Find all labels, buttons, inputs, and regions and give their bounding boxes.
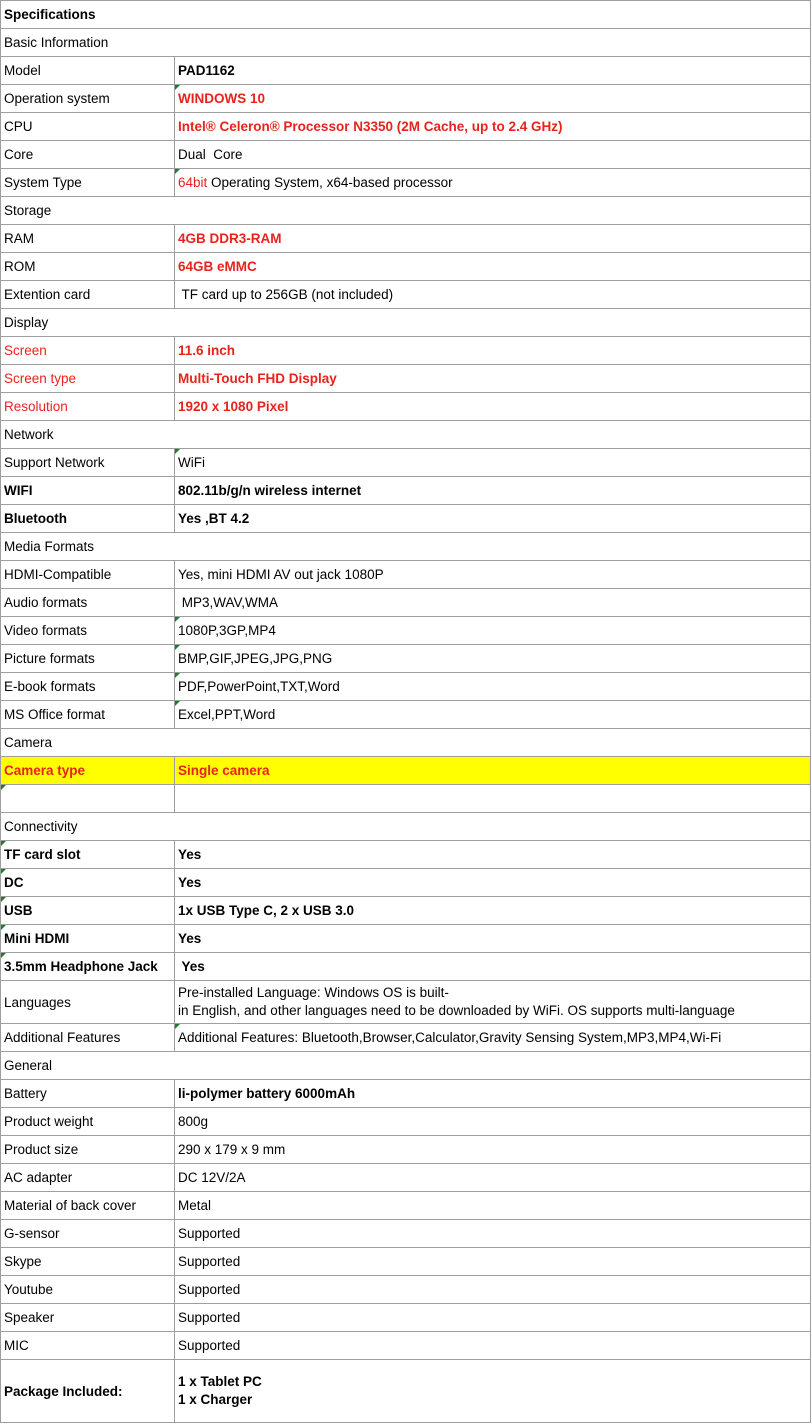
spec-label: Battery <box>0 1080 174 1107</box>
spec-value-text: Multi-Touch FHD Display <box>178 371 337 386</box>
spec-value <box>174 449 811 476</box>
spec-value <box>174 253 811 280</box>
spec-value <box>174 477 811 504</box>
spec-value <box>174 841 811 868</box>
spec-value-text: Yes, mini HDMI AV out jack 1080P <box>178 567 384 582</box>
spec-label: Screen type <box>0 365 174 392</box>
spec-value <box>174 85 811 112</box>
spec-value <box>174 1024 811 1051</box>
spec-value <box>174 505 811 532</box>
spec-value <box>174 1164 811 1191</box>
spec-label: Material of back cover <box>0 1192 174 1219</box>
spec-label: Speaker <box>0 1304 174 1331</box>
spec-row <box>0 1219 811 1247</box>
section-header-row <box>0 28 811 56</box>
spec-row <box>0 280 811 308</box>
spec-row <box>0 392 811 420</box>
spec-label: E-book formats <box>0 673 174 700</box>
spec-label: HDMI-Compatible <box>0 561 174 588</box>
spec-value <box>174 365 811 392</box>
spec-value-text: DC 12V/2A <box>178 1170 246 1185</box>
spec-label: Languages <box>0 981 174 1023</box>
spec-value-line: in English, and other languages need to be downloaded by WiFi. OS supports multi-language <box>178 1003 735 1018</box>
spec-row <box>0 1163 811 1191</box>
section-header: Network <box>0 421 811 448</box>
spec-value-text: li-polymer battery 6000mAh <box>178 1086 356 1101</box>
spec-value-text: 800g <box>178 1114 209 1129</box>
spec-row <box>0 560 811 588</box>
spec-row <box>0 840 811 868</box>
spec-row <box>0 924 811 952</box>
spec-value <box>174 953 811 980</box>
spec-value-text: Supported <box>178 1282 241 1297</box>
spec-label <box>0 785 174 812</box>
spec-value <box>174 281 811 308</box>
spec-row <box>0 952 811 980</box>
spec-value-text: MP3,WAV,WMA <box>178 595 279 610</box>
cell-note-marker-icon <box>1 953 6 958</box>
spec-value-text: Dual Core <box>178 147 243 162</box>
spec-value <box>174 1192 811 1219</box>
section-header: Media Formats <box>0 533 811 560</box>
spec-value-text: WiFi <box>178 455 205 470</box>
spec-value-text: Intel® Celeron® Processor N3350 (2M Cache, up to 2.4 GHz) <box>178 119 563 134</box>
spec-label: Mini HDMI <box>0 925 174 952</box>
cell-note-marker-icon <box>175 449 180 454</box>
section-header-row <box>0 1051 811 1079</box>
cell-note-marker-icon <box>175 169 180 174</box>
spec-value <box>174 617 811 644</box>
spec-label: Extention card <box>0 281 174 308</box>
spec-value-text: Yes <box>178 931 202 946</box>
spec-row <box>0 588 811 616</box>
spec-row <box>0 224 811 252</box>
spec-value <box>174 981 811 1023</box>
spec-value <box>174 225 811 252</box>
spec-label: Youtube <box>0 1276 174 1303</box>
spec-label: USB <box>0 897 174 924</box>
spec-value-text: 802.11b/g/n wireless internet <box>178 483 362 498</box>
spec-label: Picture formats <box>0 645 174 672</box>
spec-value-text: Metal <box>178 1198 212 1213</box>
spec-value <box>174 57 811 84</box>
spec-row <box>0 364 811 392</box>
spec-value-text: Supported <box>178 1254 241 1269</box>
spec-label: 3.5mm Headphone Jack <box>0 953 174 980</box>
spec-label: Operation system <box>0 85 174 112</box>
cell-note-marker-icon <box>1 925 6 930</box>
spec-label: Screen <box>0 337 174 364</box>
section-header-row <box>0 420 811 448</box>
spec-value <box>174 589 811 616</box>
spec-row <box>0 1023 811 1051</box>
spec-row <box>0 784 811 812</box>
spec-label: G-sensor <box>0 1220 174 1247</box>
spec-row <box>0 84 811 112</box>
spec-row <box>0 644 811 672</box>
spec-value <box>174 757 811 784</box>
spec-value-text: PAD1162 <box>178 63 235 78</box>
spec-row <box>0 700 811 728</box>
spec-value <box>174 925 811 952</box>
spec-value <box>174 1248 811 1275</box>
spec-label: Additional Features <box>0 1024 174 1051</box>
spec-value <box>174 1136 811 1163</box>
table-title-row <box>0 0 811 28</box>
spec-label: Product size <box>0 1136 174 1163</box>
spec-value-text: Supported <box>178 1226 241 1241</box>
spec-label: RAM <box>0 225 174 252</box>
spec-value-text: 64GB eMMC <box>178 259 257 274</box>
spec-value-text: Yes <box>178 875 202 890</box>
cell-note-marker-icon <box>175 673 180 678</box>
spec-row <box>0 1191 811 1219</box>
spec-row <box>0 1303 811 1331</box>
spec-row <box>0 168 811 196</box>
spec-row <box>0 756 811 784</box>
spec-row <box>0 672 811 700</box>
spec-label: AC adapter <box>0 1164 174 1191</box>
spec-value-line: Pre-installed Language: Windows OS is built- <box>178 985 449 1000</box>
spec-label: Skype <box>0 1248 174 1275</box>
spec-value-text: Supported <box>178 1338 241 1353</box>
section-header: Storage <box>0 197 811 224</box>
cell-note-marker-icon <box>175 85 180 90</box>
section-header: Basic Information <box>0 29 811 56</box>
spec-label: CPU <box>0 113 174 140</box>
spec-value-text: 4GB DDR3-RAM <box>178 231 282 246</box>
spec-value <box>174 141 811 168</box>
spec-row <box>0 140 811 168</box>
spec-label: Package Included: <box>0 1360 174 1422</box>
spec-value-text: Yes ,BT 4.2 <box>178 511 250 526</box>
spec-value-text: WINDOWS 10 <box>178 91 266 106</box>
cell-note-marker-icon <box>1 897 6 902</box>
spec-value-line: 1 x Tablet PC <box>178 1374 262 1389</box>
cell-note-marker-icon <box>175 617 180 622</box>
cell-note-marker-icon <box>175 701 180 706</box>
spec-value <box>174 1332 811 1359</box>
spec-value-text: BMP,GIF,JPEG,JPG,PNG <box>178 651 333 666</box>
section-header: Connectivity <box>0 813 811 840</box>
section-header-row <box>0 308 811 336</box>
spec-label: Core <box>0 141 174 168</box>
spec-value-text: 1080P,3GP,MP4 <box>178 623 276 638</box>
spec-value-text: Additional Features: Bluetooth,Browser,Calculator,Gravity Sensing System,MP3,MP4,Wi-Fi <box>178 1030 722 1045</box>
spec-label: MIC <box>0 1332 174 1359</box>
spec-row <box>0 56 811 84</box>
spec-label: Product weight <box>0 1108 174 1135</box>
spec-value-text: 1x USB Type C, 2 x USB 3.0 <box>178 903 355 918</box>
spec-value-text: Yes <box>178 847 202 862</box>
spec-value <box>174 337 811 364</box>
spec-value-prefix: 64bit <box>178 175 208 190</box>
spec-label: Audio formats <box>0 589 174 616</box>
spec-row <box>0 1275 811 1303</box>
cell-note-marker-icon <box>1 869 6 874</box>
cell-note-marker-icon <box>1 841 6 846</box>
spec-row <box>0 1135 811 1163</box>
section-header-row <box>0 728 811 756</box>
spec-label: Bluetooth <box>0 505 174 532</box>
spec-row <box>0 616 811 644</box>
spec-row <box>0 896 811 924</box>
spec-row <box>0 112 811 140</box>
spec-value-text: 290 x 179 x 9 mm <box>178 1142 286 1157</box>
spec-value <box>174 701 811 728</box>
spec-value-text: Supported <box>178 1310 241 1325</box>
spec-value <box>174 1220 811 1247</box>
spec-value <box>174 897 811 924</box>
section-header: Camera <box>0 729 811 756</box>
spec-value <box>174 673 811 700</box>
spec-label: Support Network <box>0 449 174 476</box>
spec-row <box>0 1331 811 1359</box>
spec-rows <box>0 28 811 1423</box>
spec-label: Model <box>0 57 174 84</box>
spec-row <box>0 1079 811 1107</box>
cell-note-marker-icon <box>175 1024 180 1029</box>
spec-value <box>174 169 811 196</box>
spec-label: Camera type <box>0 757 174 784</box>
spec-value-text: 1920 x 1080 Pixel <box>178 399 289 414</box>
spec-value-text: Yes <box>178 959 205 974</box>
spec-label: System Type <box>0 169 174 196</box>
spec-value-text: Excel,PPT,Word <box>178 707 276 722</box>
spec-row <box>0 980 811 1023</box>
spec-value-text: Operating System, x64-based processor <box>207 175 453 190</box>
spec-value <box>174 1360 811 1422</box>
spec-row <box>0 476 811 504</box>
section-header: Display <box>0 309 811 336</box>
spec-label: TF card slot <box>0 841 174 868</box>
spec-row <box>0 252 811 280</box>
spec-label: Video formats <box>0 617 174 644</box>
section-header-row <box>0 812 811 840</box>
spec-row <box>0 1247 811 1275</box>
spec-value <box>174 785 811 812</box>
spec-label: Resolution <box>0 393 174 420</box>
cell-note-marker-icon <box>175 645 180 650</box>
spec-value-line: 1 x Charger <box>178 1392 253 1407</box>
spec-value <box>174 869 811 896</box>
spec-value-text: 11.6 inch <box>178 343 236 358</box>
spec-value <box>174 113 811 140</box>
table-title: Specifications <box>0 1 811 28</box>
section-header-row <box>0 196 811 224</box>
cell-note-marker-icon <box>1 785 6 790</box>
spec-label: WIFI <box>0 477 174 504</box>
spec-value <box>174 645 811 672</box>
spec-value <box>174 1304 811 1331</box>
spec-label: DC <box>0 869 174 896</box>
spec-row <box>0 504 811 532</box>
spec-value-text: TF card up to 256GB (not included) <box>178 287 394 302</box>
spec-row <box>0 868 811 896</box>
spec-value-text: PDF,PowerPoint,TXT,Word <box>178 679 340 694</box>
spec-value <box>174 393 811 420</box>
spec-value-text: Single camera <box>178 763 270 778</box>
spec-value <box>174 1108 811 1135</box>
spec-row <box>0 1359 811 1423</box>
section-header-row <box>0 532 811 560</box>
spec-row <box>0 1107 811 1135</box>
spec-value <box>174 1276 811 1303</box>
spec-value <box>174 1080 811 1107</box>
spec-label: MS Office format <box>0 701 174 728</box>
spec-label: ROM <box>0 253 174 280</box>
section-header: General <box>0 1052 811 1079</box>
spec-row <box>0 448 811 476</box>
spec-row <box>0 336 811 364</box>
spec-value <box>174 561 811 588</box>
